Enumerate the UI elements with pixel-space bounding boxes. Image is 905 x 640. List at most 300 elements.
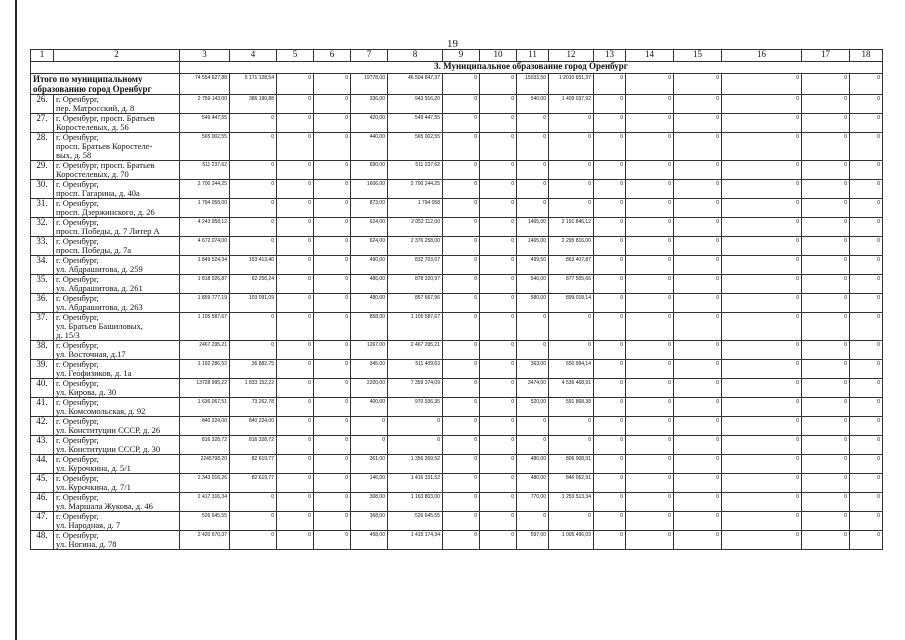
value-cell: 0: [802, 256, 850, 275]
value-cell: 0: [480, 341, 517, 360]
address-line: г. Оренбург,: [56, 397, 99, 407]
value-cell: 0: [626, 360, 674, 379]
value-cell: 0: [443, 114, 480, 133]
table-row: [31, 493, 883, 512]
row-number: 39.: [31, 360, 54, 379]
value-cell: 0: [722, 493, 802, 512]
row-number: 32.: [31, 218, 54, 237]
data-table: [30, 49, 883, 550]
column-number: 13: [594, 50, 626, 62]
value-cell: 0: [802, 417, 850, 436]
value-cell: 0: [802, 161, 850, 180]
value-cell: 0: [594, 341, 626, 360]
value-cell: 0: [674, 398, 722, 417]
value-cell: 1 005 496,03: [549, 531, 594, 550]
value-cell: 858,00: [351, 313, 388, 341]
value-cell: 0: [230, 161, 277, 180]
value-cell: 5 171 128,54: [230, 74, 277, 95]
value-cell: 526 645,55: [180, 512, 230, 531]
value-cell: 2 052 112,00: [388, 218, 443, 237]
address-line: г. Оренбург,: [56, 435, 99, 445]
value-cell: 0: [674, 436, 722, 455]
value-cell: 0: [594, 199, 626, 218]
value-cell: 863 407,87: [549, 256, 594, 275]
value-cell: 1 833 152,22: [230, 379, 277, 398]
value-cell: 0: [674, 417, 722, 436]
table-body: [31, 50, 883, 550]
value-cell: 0: [850, 512, 883, 531]
value-cell: 0: [722, 531, 802, 550]
value-cell: 806 908,91: [549, 455, 594, 474]
value-cell: 336,00: [351, 95, 388, 114]
value-cell: 1 794 058,00: [180, 199, 230, 218]
value-cell: 0: [277, 360, 314, 379]
value-cell: 0: [594, 294, 626, 313]
address-line: просп. Дзержинского, д. 26: [56, 207, 155, 217]
table-row: [31, 455, 883, 474]
value-cell: 3474,00: [517, 379, 549, 398]
value-cell: 0: [802, 436, 850, 455]
value-cell: 0: [277, 455, 314, 474]
value-cell: 0: [517, 199, 549, 218]
value-cell: 0: [722, 218, 802, 237]
value-cell: 82 619,77: [230, 474, 277, 493]
value-cell: 0: [230, 512, 277, 531]
value-cell: 0: [802, 474, 850, 493]
value-cell: 2467 295,21: [180, 341, 230, 360]
value-cell: 0: [443, 275, 480, 294]
value-cell: 1 163 803,00: [388, 493, 443, 512]
value-cell: 0: [314, 474, 351, 493]
value-cell: 0: [443, 531, 480, 550]
value-cell: 0: [722, 341, 802, 360]
value-cell: 1 105 587,67: [388, 313, 443, 341]
value-cell: 832 703,07: [388, 256, 443, 275]
value-cell: 549 447,55: [180, 114, 230, 133]
value-cell: 0: [480, 360, 517, 379]
value-cell: 591 868,38: [549, 398, 594, 417]
value-cell: 0: [626, 455, 674, 474]
value-cell: 0: [674, 341, 722, 360]
address-cell: [54, 161, 180, 180]
table-row: [31, 341, 883, 360]
page-number: 19: [447, 38, 458, 50]
value-cell: 0: [674, 493, 722, 512]
value-cell: 873,00: [351, 199, 388, 218]
value-cell: 103 091,09: [230, 294, 277, 313]
value-cell: 0: [594, 133, 626, 161]
value-cell: 0: [480, 95, 517, 114]
address-line: просп. Братьев Коростеле-: [56, 141, 153, 151]
column-number: 16: [722, 50, 802, 62]
address-line: ул. Маршала Жукова, д. 46: [56, 501, 153, 511]
value-cell: 0: [480, 531, 517, 550]
value-cell: 0: [480, 180, 517, 199]
value-cell: 0: [594, 275, 626, 294]
value-cell: 486,00: [351, 275, 388, 294]
value-cell: 0: [802, 74, 850, 95]
page-left-border: [15, 0, 17, 640]
value-cell: 0: [351, 436, 388, 455]
address-line: ул. Геофизиков, д. 1а: [56, 368, 132, 378]
value-cell: 0: [850, 398, 883, 417]
address-cell: [54, 341, 180, 360]
value-cell: 4 672 074,00: [180, 237, 230, 256]
value-cell: 0: [594, 379, 626, 398]
value-cell: 0: [277, 341, 314, 360]
column-number: 3: [180, 50, 230, 62]
section-spacer: [31, 62, 180, 74]
value-cell: 0: [443, 512, 480, 531]
table-row: [31, 237, 883, 256]
value-cell: 0: [314, 379, 351, 398]
value-cell: 0: [277, 493, 314, 512]
value-cell: 2 343 016,26: [180, 474, 230, 493]
value-cell: 0: [480, 417, 517, 436]
address-line: ул. Абдрашитова, д. 259: [56, 264, 143, 274]
value-cell: 2 191 846,12: [549, 218, 594, 237]
value-cell: 0: [722, 417, 802, 436]
address-line: ул. Восточная, д.17: [56, 349, 126, 359]
value-cell: 0: [517, 133, 549, 161]
value-cell: 480,00: [517, 474, 549, 493]
value-cell: 0: [674, 114, 722, 133]
value-cell: 19778,00: [351, 74, 388, 95]
address-line: ул. Конституции СССР, д. 30: [56, 444, 161, 454]
value-cell: 0: [277, 474, 314, 493]
row-number: 38.: [31, 341, 54, 360]
value-cell: 0: [802, 114, 850, 133]
column-number: 5: [277, 50, 314, 62]
address-line: ул. Кирова, д. 30: [56, 387, 117, 397]
value-cell: 0: [850, 275, 883, 294]
value-cell: 46 504 847,37: [388, 74, 443, 95]
value-cell: 0: [626, 417, 674, 436]
value-cell: 0: [314, 74, 351, 95]
address-line: просп. Победы, д. 7 Литер А: [56, 226, 160, 236]
value-cell: 0: [314, 133, 351, 161]
value-cell: 0: [802, 360, 850, 379]
value-cell: 0: [443, 313, 480, 341]
value-cell: 816 328,72: [180, 436, 230, 455]
value-cell: 0: [850, 379, 883, 398]
value-cell: 0: [722, 114, 802, 133]
value-cell: 0: [722, 256, 802, 275]
value-cell: 153 413,40: [230, 256, 277, 275]
value-cell: 2 700 244,25: [180, 180, 230, 199]
value-cell: 0: [594, 95, 626, 114]
value-cell: 690,00: [351, 161, 388, 180]
address-line: ул. Абдрашитова, д. 263: [56, 302, 143, 312]
value-cell: 0: [626, 180, 674, 199]
value-cell: 846 062,91: [549, 474, 594, 493]
value-cell: 458,00: [351, 531, 388, 550]
row-number: 27.: [31, 114, 54, 133]
value-cell: 0: [594, 74, 626, 95]
row-number: 34.: [31, 256, 54, 275]
value-cell: 0: [480, 313, 517, 341]
value-cell: 2 417 316,34: [180, 493, 230, 512]
value-cell: 0: [674, 237, 722, 256]
value-cell: 511 237,62: [180, 161, 230, 180]
table-row: [31, 161, 883, 180]
address-line: г. Оренбург,: [56, 312, 99, 322]
value-cell: 0: [850, 74, 883, 95]
value-cell: 0: [480, 493, 517, 512]
value-cell: 0: [480, 398, 517, 417]
value-cell: 546,00: [517, 275, 549, 294]
row-number: 31.: [31, 199, 54, 218]
value-cell: 0: [517, 341, 549, 360]
value-cell: 0: [443, 360, 480, 379]
address-line: просп. Гагарина, д. 40а: [56, 188, 140, 198]
value-cell: 0: [850, 341, 883, 360]
value-cell: 0: [594, 512, 626, 531]
value-cell: 0: [626, 398, 674, 417]
value-cell: 0: [480, 74, 517, 95]
value-cell: 0: [314, 398, 351, 417]
column-number: 7: [351, 50, 388, 62]
value-cell: 877 505,66: [549, 275, 594, 294]
value-cell: 0: [517, 313, 549, 341]
address-line: г. Оренбург,: [56, 179, 99, 189]
value-cell: 0: [674, 512, 722, 531]
value-cell: 0: [549, 436, 594, 455]
table-row: [31, 531, 883, 550]
value-cell: 0: [802, 133, 850, 161]
value-cell: 2 295 816,00: [549, 237, 594, 256]
row-number: 42.: [31, 417, 54, 436]
column-number: 14: [626, 50, 674, 62]
value-cell: 0: [230, 114, 277, 133]
value-cell: 0: [314, 531, 351, 550]
column-number: 2: [54, 50, 180, 62]
value-cell: 0: [314, 199, 351, 218]
value-cell: 1 794 058: [388, 199, 443, 218]
value-cell: 0: [517, 417, 549, 436]
value-cell: 0: [626, 294, 674, 313]
value-cell: 368,00: [351, 512, 388, 531]
column-number: 15: [674, 50, 722, 62]
address-line: вых, д. 58: [56, 150, 92, 160]
row-number: 36.: [31, 294, 54, 313]
value-cell: 0: [314, 417, 351, 436]
value-cell: 0: [480, 294, 517, 313]
value-cell: 0: [549, 133, 594, 161]
table-row: [31, 313, 883, 341]
value-cell: 0: [230, 531, 277, 550]
value-cell: 0: [443, 417, 480, 436]
row-number: 41.: [31, 398, 54, 417]
value-cell: 480,00: [351, 294, 388, 313]
value-cell: 440,00: [351, 133, 388, 161]
value-cell: 73 262,78: [230, 398, 277, 417]
value-cell: 0: [674, 294, 722, 313]
value-cell: 0: [626, 114, 674, 133]
value-cell: 1 192 286,52: [180, 360, 230, 379]
value-cell: 0: [722, 455, 802, 474]
value-cell: 0: [626, 95, 674, 114]
value-cell: 0: [277, 398, 314, 417]
value-cell: 0: [230, 218, 277, 237]
value-cell: 0: [277, 417, 314, 436]
column-number: 8: [388, 50, 443, 62]
value-cell: 0: [802, 455, 850, 474]
value-cell: 0: [480, 114, 517, 133]
value-cell: 0: [850, 237, 883, 256]
address-line: г. Оренбург,: [56, 198, 99, 208]
value-cell: 0: [626, 161, 674, 180]
address-line: ул. Курочкина, д. 5/1: [56, 463, 131, 473]
value-cell: 0: [626, 379, 674, 398]
value-cell: 0: [443, 180, 480, 199]
value-cell: 0: [443, 218, 480, 237]
value-cell: 0: [626, 531, 674, 550]
value-cell: 0: [674, 455, 722, 474]
address-cell: [54, 455, 180, 474]
section-row: [31, 62, 883, 74]
value-cell: 580,00: [517, 294, 549, 313]
address-cell: [54, 398, 180, 417]
value-cell: 62 250,24: [230, 275, 277, 294]
value-cell: 0: [674, 275, 722, 294]
value-cell: 0: [443, 436, 480, 455]
value-cell: 0: [230, 199, 277, 218]
value-cell: 0: [480, 237, 517, 256]
value-cell: 624,00: [351, 218, 388, 237]
value-cell: 363,00: [517, 360, 549, 379]
value-cell: 1 409 037,92: [549, 95, 594, 114]
value-cell: 0: [314, 493, 351, 512]
address-line: г. Оренбург,: [56, 511, 99, 521]
address-line: г. Оренбург,: [56, 416, 99, 426]
section-title: 3. Муниципальное образование город Оренбург: [180, 62, 883, 74]
value-cell: 0: [850, 360, 883, 379]
value-cell: 0: [277, 436, 314, 455]
address-line: ул. Конституции СССР, д. 26: [56, 425, 161, 435]
address-line: г. Оренбург,: [56, 217, 99, 227]
value-cell: 857 667,96: [388, 294, 443, 313]
row-number: 47.: [31, 512, 54, 531]
value-cell: 0: [314, 360, 351, 379]
value-cell: 0: [480, 379, 517, 398]
value-cell: 0: [277, 294, 314, 313]
value-cell: 0: [517, 512, 549, 531]
value-cell: 0: [674, 95, 722, 114]
value-cell: 526 645,55: [388, 512, 443, 531]
value-cell: 345,00: [351, 360, 388, 379]
value-cell: 0: [443, 256, 480, 275]
value-cell: 0: [850, 133, 883, 161]
value-cell: 1 818 026,87: [180, 275, 230, 294]
value-cell: 0: [674, 199, 722, 218]
value-cell: 0: [230, 133, 277, 161]
value-cell: 597,00: [517, 531, 549, 550]
value-cell: 1 105 587,67: [180, 313, 230, 341]
value-cell: 7 359 374,09: [388, 379, 443, 398]
table-row: [31, 417, 883, 436]
value-cell: 511 237,62: [388, 161, 443, 180]
value-cell: 480,00: [517, 455, 549, 474]
row-number: 29.: [31, 161, 54, 180]
value-cell: 0: [802, 180, 850, 199]
column-number-row: [31, 50, 883, 62]
value-cell: 0: [722, 379, 802, 398]
value-cell: 0: [230, 237, 277, 256]
value-cell: 0: [626, 436, 674, 455]
value-cell: 2245798,20: [180, 455, 230, 474]
address-cell: [54, 313, 180, 341]
address-line: г. Оренбург,: [56, 378, 99, 388]
value-cell: 0: [850, 95, 883, 114]
value-cell: 499,50: [517, 256, 549, 275]
value-cell: 0: [480, 256, 517, 275]
value-cell: 899 018,14: [549, 294, 594, 313]
value-cell: 0: [549, 512, 594, 531]
address-cell: [54, 114, 180, 133]
value-cell: 1 415 174,34: [388, 531, 443, 550]
address-line: г. Оренбург,: [56, 454, 99, 464]
value-cell: 0: [850, 199, 883, 218]
table-row: [31, 436, 883, 455]
address-cell: [54, 133, 180, 161]
value-cell: 0: [594, 114, 626, 133]
row-number: 45.: [31, 474, 54, 493]
value-cell: 0: [443, 455, 480, 474]
value-cell: 2200,00: [351, 379, 388, 398]
value-cell: 1267,00: [351, 341, 388, 360]
value-cell: 0: [674, 133, 722, 161]
value-cell: 0: [314, 436, 351, 455]
value-cell: 0: [443, 341, 480, 360]
value-cell: 0: [850, 313, 883, 341]
value-cell: 0: [314, 455, 351, 474]
address-line: г. Оренбург,: [56, 132, 99, 142]
value-cell: 146,00: [351, 474, 388, 493]
value-cell: 0: [277, 275, 314, 294]
value-cell: 0: [722, 474, 802, 493]
value-cell: 0: [626, 237, 674, 256]
value-cell: 0: [549, 313, 594, 341]
table-row: [31, 180, 883, 199]
value-cell: 0: [443, 398, 480, 417]
value-cell: 0: [480, 161, 517, 180]
value-cell: 0: [850, 114, 883, 133]
value-cell: 0: [722, 74, 802, 95]
value-cell: 0: [314, 237, 351, 256]
value-cell: 386 190,88: [230, 95, 277, 114]
value-cell: 0: [314, 180, 351, 199]
address-line: г. Оренбург, просп. Братьев: [56, 160, 155, 170]
value-cell: 0: [443, 199, 480, 218]
value-cell: 0: [802, 218, 850, 237]
value-cell: 2 700 244,25: [388, 180, 443, 199]
table-row: [31, 294, 883, 313]
value-cell: 0: [674, 474, 722, 493]
value-cell: 0: [594, 237, 626, 256]
value-cell: 840 224,00: [230, 417, 277, 436]
table-row: [31, 133, 883, 161]
table-row: [31, 95, 883, 114]
value-cell: 0: [277, 237, 314, 256]
address-cell: [54, 417, 180, 436]
value-cell: 0: [314, 275, 351, 294]
value-cell: 0: [549, 114, 594, 133]
value-cell: 0: [594, 531, 626, 550]
address-cell: [54, 218, 180, 237]
value-cell: 0: [722, 95, 802, 114]
row-number: 28.: [31, 133, 54, 161]
